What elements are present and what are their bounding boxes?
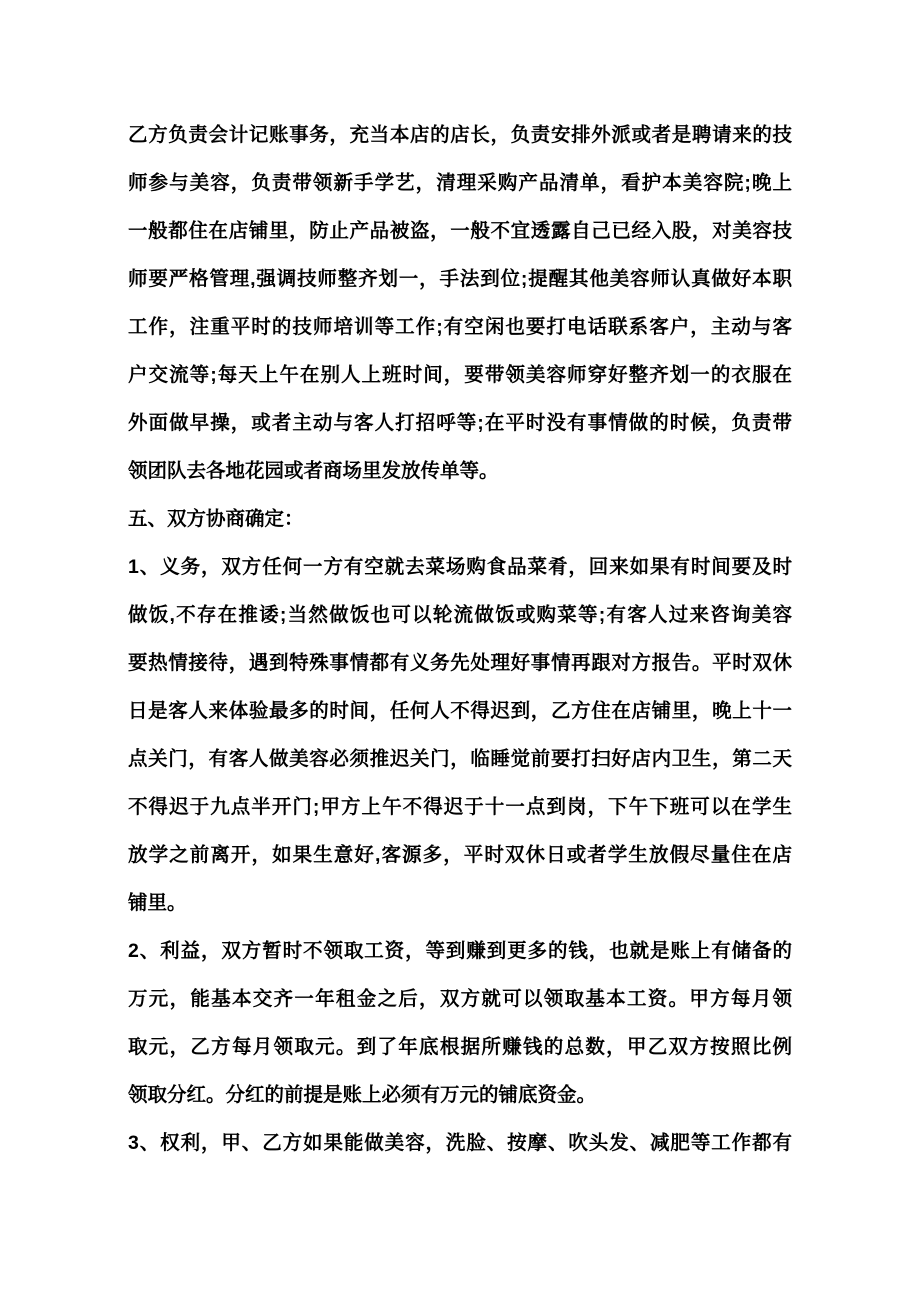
text-line: 一般都住在店铺里，防止产品被盗，一般不宜透露自己已经入股，对美容技 bbox=[128, 220, 792, 242]
text-line: 万元，能基本交齐一年租金之后，双方就可以领取基本工资。甲方每月领 bbox=[128, 988, 792, 1010]
text-line: 日是客人来体验最多的时间，任何人不得迟到，乙方住在店铺里，晚上十一 bbox=[128, 700, 792, 722]
text-line: 做饭,不存在推诿;当然做饭也可以轮流做饭或购菜等;有客人过来咨询美容 bbox=[128, 604, 792, 626]
section-heading: 五、双方协商确定： bbox=[128, 508, 304, 530]
text-line-paragraph-end: 领团队去各地花园或者商场里发放传单等。 bbox=[128, 460, 499, 482]
text-line: 师参与美容，负责带领新手学艺，清理采购产品清单，看护本美容院;晚上 bbox=[128, 172, 792, 194]
text-line: 2、利益，双方暂时不领取工资，等到赚到更多的钱，也就是账上有储备的 bbox=[128, 940, 792, 962]
document-text-block bbox=[128, 111, 792, 1167]
text-line: 师要严格管理,强调技师整齐划一，手法到位;提醒其他美容师认真做好本职 bbox=[128, 268, 792, 290]
text-line: 3、权利，甲、乙方如果能做美容，洗脸、按摩、吹头发、减肥等工作都有 bbox=[128, 1132, 792, 1154]
text-line: 放学之前离开，如果生意好,客源多，平时双休日或者学生放假尽量住在店 bbox=[128, 844, 792, 866]
text-line: 工作，注重平时的技师培训等工作;有空闲也要打电话联系客户，主动与客 bbox=[128, 316, 792, 338]
text-line: 要热情接待，遇到特殊事情都有义务先处理好事情再跟对方报告。平时双休 bbox=[128, 652, 792, 674]
text-line: 点关门，有客人做美容必须推迟关门，临睡觉前要打扫好店内卫生，第二天 bbox=[128, 748, 792, 770]
text-line: 取元，乙方每月领取元。到了年底根据所赚钱的总数，甲乙双方按照比例 bbox=[128, 1036, 792, 1058]
text-line: 户交流等;每天上午在别人上班时间，要带领美容师穿好整齐划一的衣服在 bbox=[128, 364, 792, 386]
text-line: 不得迟于九点半开门;甲方上午不得迟于十一点到岗，下午下班可以在学生 bbox=[128, 796, 792, 818]
text-line-paragraph-end: 铺里。 bbox=[128, 892, 187, 914]
text-line: 1、义务，双方任何一方有空就去菜场购食品菜肴，回来如果有时间要及时 bbox=[128, 556, 792, 578]
text-line: 外面做早操，或者主动与客人打招呼等;在平时没有事情做的时候，负责带 bbox=[128, 412, 792, 434]
text-line-paragraph-end: 领取分红。分红的前提是账上必须有万元的铺底资金。 bbox=[128, 1084, 597, 1106]
text-line: 乙方负责会计记账事务，充当本店的店长，负责安排外派或者是聘请来的技 bbox=[128, 124, 792, 146]
